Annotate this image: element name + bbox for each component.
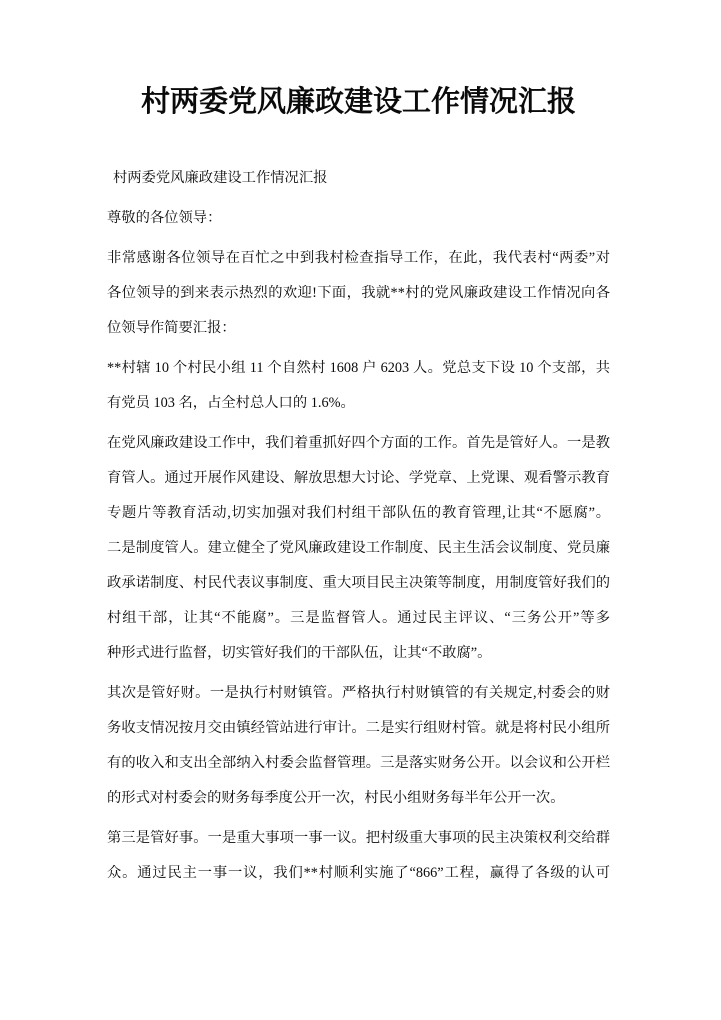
paragraph-intro (107, 241, 610, 346)
text-line: 有的收入和支出全部纳入村委会监督管理。三是落实财务公开。以会议和公开栏 (107, 755, 610, 771)
paragraph-heading-line (107, 161, 610, 196)
text-line: 的形式对村委会的财务每季度公开一次，村民小组财务每半年公开一次。 (107, 790, 565, 806)
text-line: 村组干部，让其“不能腐”。三是监督管人。通过民主评议、“三务公开”等多 (107, 610, 610, 626)
paragraph-salutation (107, 201, 610, 236)
document-title: 村两委党风廉政建设工作情况汇报 (140, 86, 576, 118)
text-line: 其次是管好财。一是执行村财镇管。严格执行村财镇管的有关规定,村委会的财 (107, 685, 610, 701)
text-line: 二是制度管人。建立健全了党风廉政建设工作制度、民主生活会议制度、党员廉 (107, 540, 610, 556)
paragraph-managing-people (107, 426, 610, 671)
text-line: 位领导作简要汇报： (107, 320, 236, 336)
text-line: 育管人。通过开展作风建设、解放思想大讨论、学党章、上党课、观看警示教育 (107, 470, 610, 486)
text-line: 在党风廉政建设工作中，我们着重抓好四个方面的工作。首先是管好人。一是教 (107, 435, 610, 451)
text-line: 尊敬的各位领导： (107, 210, 222, 226)
text-line: 种形式进行监督，切实管好我们的干部队伍，让其“不敢腐”。 (107, 645, 492, 661)
text-line: 有党员 103 名，占全村总人口的 1.6%。 (107, 395, 355, 411)
text-line: 专题片等教育活动,切实加强对我们村组干部队伍的教育管理,让其“不愿腐”。 (107, 505, 610, 521)
text-line: 务收支情况按月交由镇经管站进行审计。二是实行组财村管。就是将村民小组所 (107, 720, 610, 736)
text-line: 第三是管好事。一是重大事项一事一议。把村级重大事项的民主决策权利交给群 (107, 830, 610, 846)
text-line: 众。通过民主一事一议，我们**村顺利实施了“866”工程，赢得了各级的认可 (107, 865, 610, 881)
text-line: 政承诺制度、村民代表议事制度、重大项目民主决策等制度，用制度管好我们的 (107, 575, 610, 591)
text-line: 村两委党风廉政建设工作情况汇报 (113, 170, 328, 186)
paragraph-managing-finances (107, 676, 610, 816)
paragraph-village-overview (107, 351, 610, 421)
text-line: 非常感谢各位领导在百忙之中到我村检查指导工作，在此，我代表村“两委”对 (107, 250, 610, 266)
text-line: **村辖 10 个村民小组 11 个自然村 1608 户 6203 人。党总支下设 10 个支部，共 (107, 360, 610, 376)
paragraph-managing-affairs (107, 821, 610, 891)
text-line: 各位领导的到来表示热烈的欢迎!下面，我就**村的党风廉政建设工作情况向各 (107, 285, 610, 301)
